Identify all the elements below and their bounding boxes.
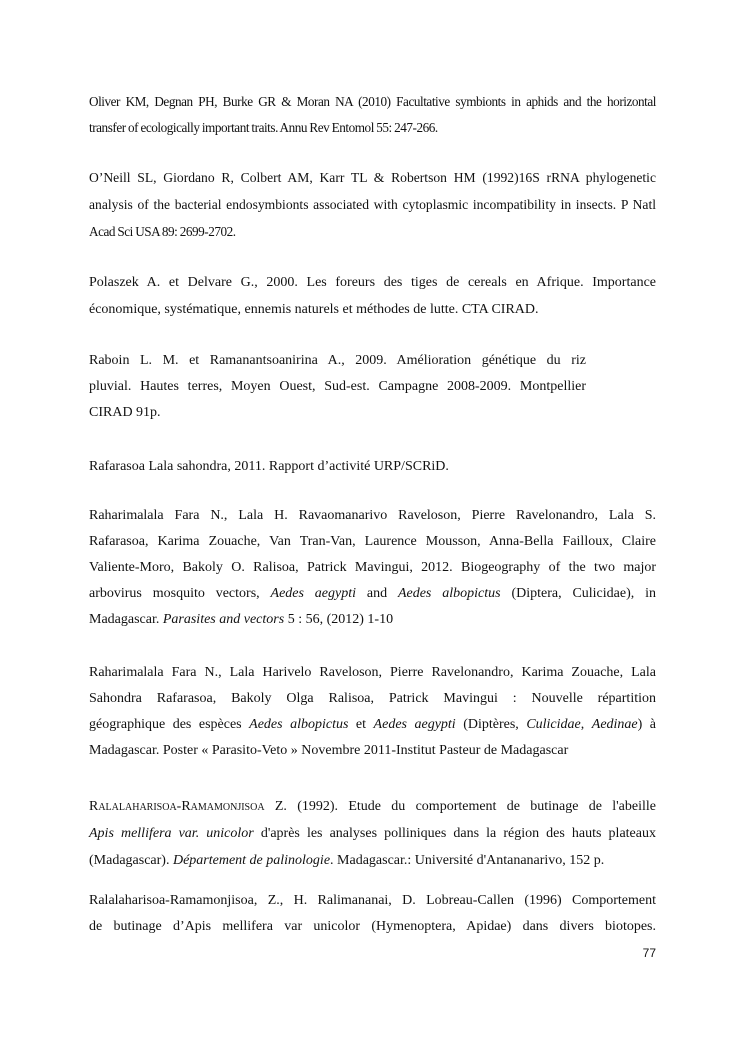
reference-line [89, 712, 656, 738]
author-name: Ralalaharisoa-Ramamonjisoa [89, 799, 265, 814]
reference-line: Raharimalala Fara N., Lala Harivelo Raveloson, Pierre Ravelonandro, Karima Zouache, Lala [89, 665, 656, 680]
text-segment: d'après les analyses polliniques dans la région des hauts plateaux [253, 826, 656, 841]
page-number: 77 [642, 946, 656, 960]
reference-line: de butinage d’Apis mellifera var unicolor (Hymenoptera, Apidae) dans divers biotopes. [89, 919, 656, 934]
text-segment: arbovirus mosquito vectors, [89, 586, 271, 601]
reference-raboin-2009 [89, 348, 586, 426]
species-name: Aedes albopictus [397, 586, 501, 601]
reference-line: Valiente-Moro, Bakoly O. Ralisoa, Patrick Mavingui, 2012. Biogeography of the two major [89, 560, 656, 575]
text-segment: 5 : 56, (2012) 1-10 [284, 612, 394, 627]
reference-rafarasoa-2011 [89, 454, 656, 480]
reference-line [89, 607, 656, 633]
reference-line: économique, systématique, ennemis naturels et méthodes de lutte. CTA CIRAD. [89, 302, 539, 317]
journal-name: Parasites and vectors [162, 612, 285, 627]
reference-line: analysis of the bacterial endosymbionts associated with cytoplasmic incompatibility in insects. P Natl [89, 197, 656, 212]
reference-line: Madagascar. Poster « Parasito-Veto » Novembre 2011-Institut Pasteur de Madagascar [89, 743, 569, 758]
species-name: Aedes aegypti [373, 717, 456, 732]
reference-ralalaharisoa-1996 [89, 888, 656, 940]
reference-polaszek-2000 [89, 269, 656, 323]
reference-oliver-2010 [89, 89, 656, 141]
text-segment: géographique des espèces [89, 717, 250, 732]
reference-line: Ralalaharisoa-Ramamonjisoa, Z., H. Ralimananai, D. Lobreau-Callen (1996) Comportement [89, 893, 656, 908]
species-name: Aedes aegypti [270, 586, 357, 601]
reference-line: transfer of ecologically important traits. Annu Rev Entomol 55: 247-266. [89, 120, 438, 135]
species-name: Apis mellifera var. unicolor [89, 826, 254, 841]
reference-line [89, 847, 656, 874]
text-segment: and [356, 586, 398, 601]
text-segment: (Diptères, [455, 717, 527, 732]
reference-line: Rafarasoa, Karima Zouache, Van Tran-Van, Laurence Mousson, Anna-Bella Failloux, Claire [89, 534, 656, 549]
reference-line: Raboin L. M. et Ramanantsoanirina A., 2009. Amélioration génétique du riz [89, 353, 586, 368]
reference-line [89, 820, 656, 847]
reference-line: Raharimalala Fara N., Lala H. Ravaomanarivo Raveloson, Pierre Ravelonandro, Lala S. [89, 508, 656, 523]
taxon-name: Culicidae [526, 717, 581, 732]
reference-line [89, 581, 656, 607]
species-name: Aedes albopictus [249, 717, 349, 732]
reference-line: Oliver KM, Degnan PH, Burke GR & Moran NA (2010) Facultative symbionts in aphids and the horizontal [89, 94, 656, 109]
reference-line: O’Neill SL, Giordano R, Colbert AM, Karr TL & Robertson HM (1992)16S rRNA phylogenetic [89, 170, 656, 185]
reference-line: Polaszek A. et Delvare G., 2000. Les foreurs des tiges de cereals en Afrique. Importance [89, 275, 656, 290]
text-segment: , [580, 717, 592, 732]
reference-ralalaharisoa-1992 [89, 793, 656, 874]
reference-line: CIRAD 91p. [89, 405, 161, 420]
reference-raharimalala-2011 [89, 660, 656, 764]
text-segment: (Diptera, Culicidae), in [500, 586, 657, 601]
taxon-name: Aedinae [591, 717, 638, 732]
text-segment: (Madagascar). [89, 853, 173, 868]
reference-line: Sahondra Rafarasoa, Bakoly Olga Ralisoa, Patrick Mavingui : Nouvelle répartition [89, 691, 656, 706]
reference-line: pluvial. Hautes terres, Moyen Ouest, Sud-est. Campagne 2008-2009. Montpellier [89, 379, 586, 394]
reference-line: Acad Sci USA 89: 2699-2702. [89, 224, 236, 239]
text-segment: Z. (1992). Etude du comportement de butinage de l'abeille [264, 799, 656, 814]
reference-line [89, 793, 656, 820]
reference-line: Rafarasoa Lala sahondra, 2011. Rapport d’activité URP/SCRiD. [89, 459, 449, 474]
text-segment: ) à [637, 717, 657, 732]
department-name: Département de palinologie [172, 853, 331, 868]
text-segment: Madagascar. [89, 612, 163, 627]
reference-raharimalala-2012 [89, 503, 656, 633]
text-segment: . Madagascar.: Université d'Antananarivo, 152 p. [330, 853, 605, 868]
reference-oneill-1992 [89, 164, 656, 245]
text-segment: et [348, 717, 374, 732]
